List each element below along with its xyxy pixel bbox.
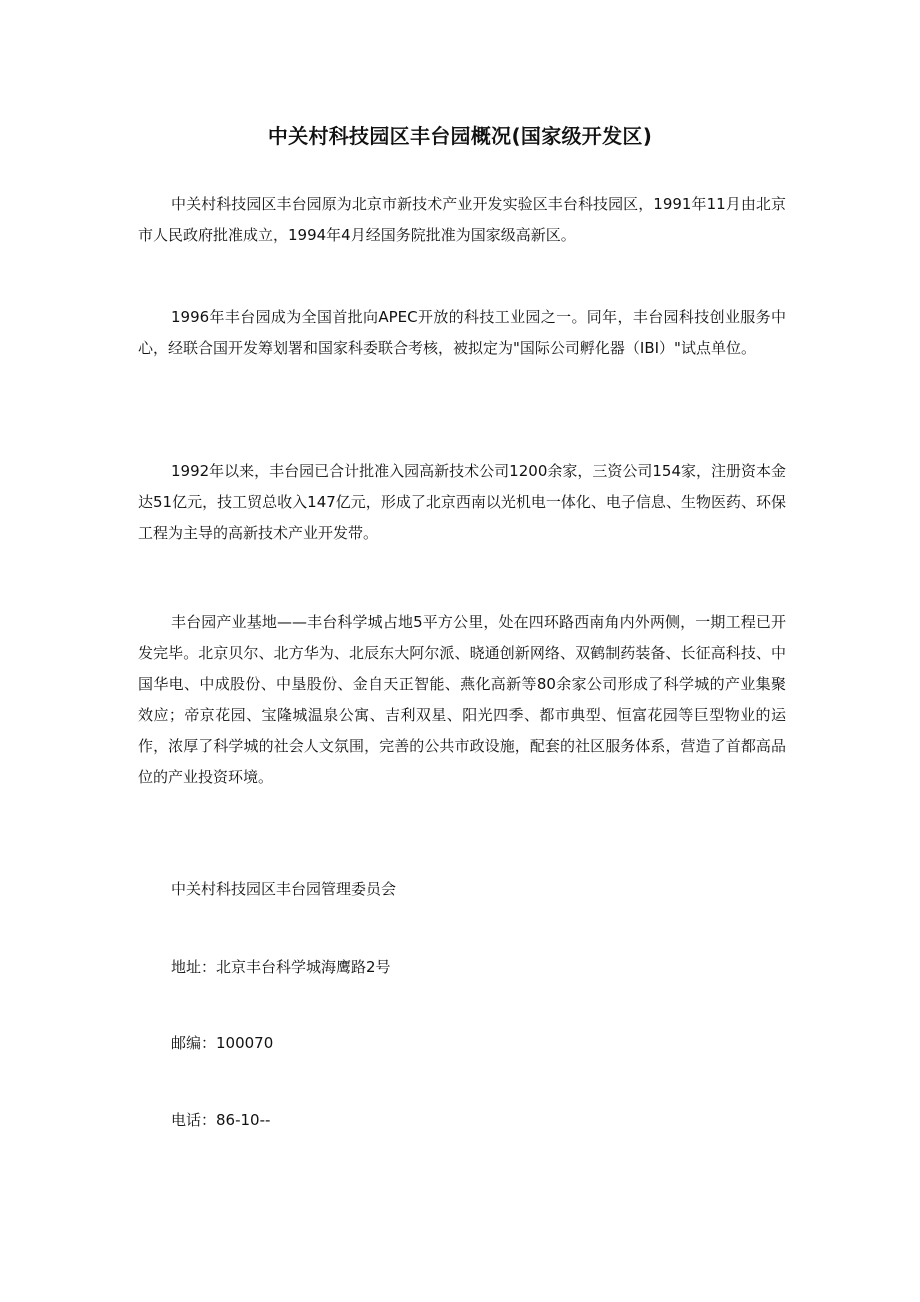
- document-title: 中关村科技园区丰台园概况(国家级开发区): [267, 124, 653, 148]
- contact-phone: 电话：86-10--: [171, 1111, 271, 1129]
- contact-organization: 中关村科技园区丰台园管理委员会: [171, 880, 397, 898]
- contact-address: 地址：北京丰台科学城海鹰路2号: [171, 958, 391, 976]
- paragraph-apec: 1996年丰台园成为全国首批向APEC开放的科技工业园之一。同年，丰台园科技创业服务中心，经联合国开发筹划署和国家科委联合考核，被拟定为"国际公司孵化器（IBI）"试点单位。: [138, 308, 786, 357]
- paragraph-establishment: 中关村科技园区丰台园原为北京市新技术产业开发实验区丰台科技园区，1991年11月由北京市人民政府批准成立，1994年4月经国务院批准为国家级高新区。: [138, 195, 786, 244]
- paragraph-science-city: 丰台园产业基地——丰台科学城占地5平方公里，处在四环路西南角内外两侧，一期工程已开发完毕。北京贝尔、北方华为、北辰东大阿尔派、晓通创新网络、双鹤制药装备、长征高科技、中国华电、中成股份、中垦股份、金自天正智能、燕化高新等80余家公司形成了科学城的产业集聚效应；帝京花园、宝隆城温泉公寓、吉利双星、阳光四季、都市典型、恒富花园等巨型物业的运作，浓厚了科学城的社会人文氛围，完善的公共市政设施，配套的社区服务体系，营造了首都高品位的产业投资环境。: [138, 613, 786, 786]
- contact-postcode: 邮编：100070: [171, 1034, 274, 1052]
- paragraph-statistics: 1992年以来，丰台园已合计批准入园高新技术公司1200余家，三资公司154家，注册资本金达51亿元，技工贸总收入147亿元，形成了北京西南以光机电一体化、电子信息、生物医药、环保工程为主导的高新技术产业开发带。: [138, 462, 786, 542]
